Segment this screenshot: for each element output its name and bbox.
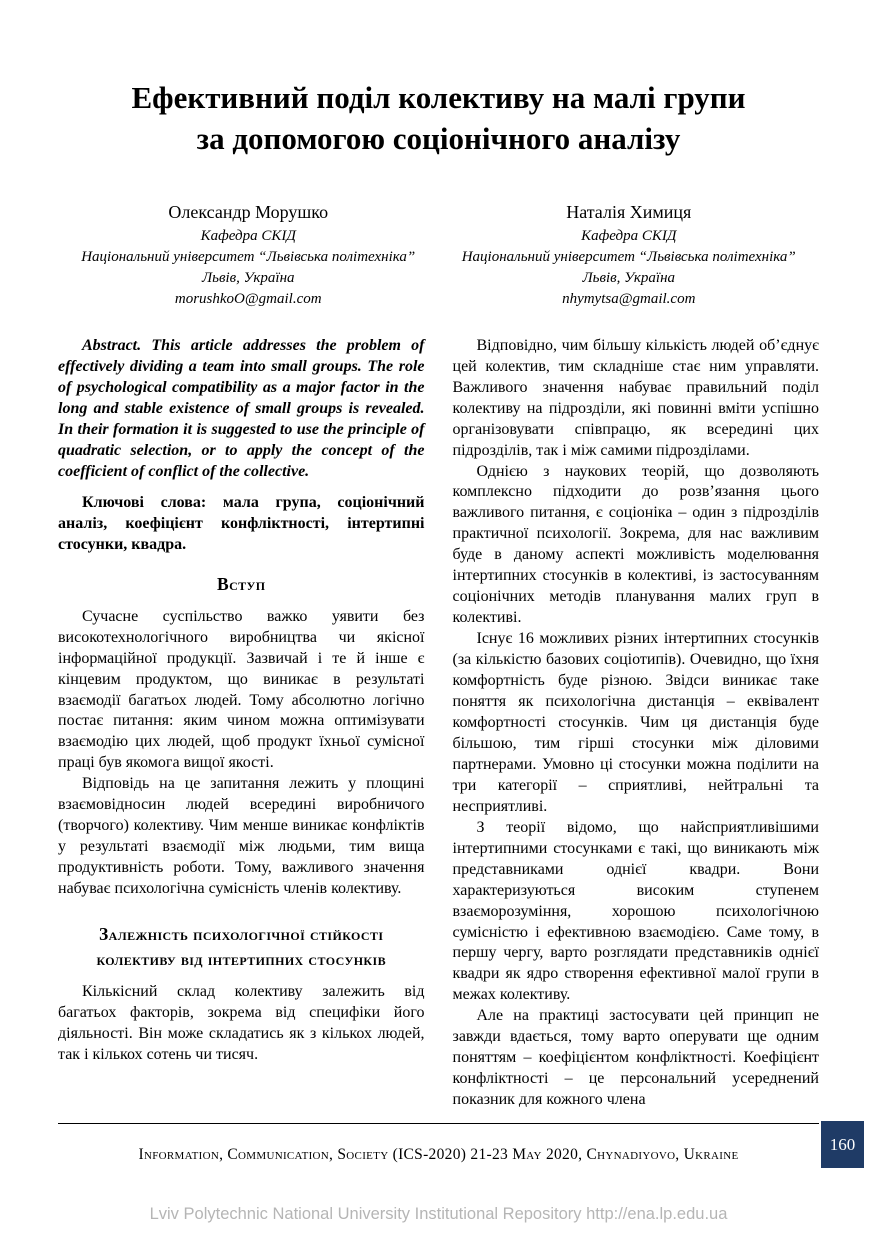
author-2-department: Кафедра СКІД (581, 227, 677, 244)
right-paragraph-4: З теорії відомо, що найсприятливішими інтертипними стосунками є такі, що виникають між представниками однієї квадри. Вони характеризуються високим ступенем взаєморозуміння, хорошою психологічною сумісністю і ефективною взаємодією. Саме тому, в першу чергу, варто розглядати представників однієї квадри як ядро створення ефективної малої групи в межах колективу. (452, 818, 819, 1004)
keywords-paragraph: Ключові слова: мала група, соціонічний аналіз, коефіцієнт конфліктності, інтертипні стосунки, квадра. (58, 494, 425, 554)
conference-footer: Information, Communication, Society (ICS-2020) 21-23 May 2020, Chynadiyovo, Ukraine (138, 1146, 739, 1163)
author-2-city: Львів, Україна (582, 269, 676, 286)
author-2-email: nhymytsa@gmail.com (562, 290, 696, 307)
dependence-paragraph-1: Кількісний склад колективу залежить від багатьох факторів, зокрема від специфіки його діяльності. Він може складатись як з кількох людей, так і кількох сотень чи тисяч. (58, 982, 425, 1063)
footer-divider (58, 1123, 819, 1124)
right-column (453, 336, 820, 1111)
repository-note: Lviv Polytechnic National University Institutional Repository http://ena.lp.edu.ua (149, 1205, 728, 1223)
page-number: 160 (829, 1134, 856, 1154)
intro-paragraph-1: Сучасне суспільство важко уявити без високотехнологічного виробництва чи якісної інформаційної продукції. Зазвичай і те й інше є кінцевим продуктом, що виникає в результаті взаємодії багатьох людей. Тому абсолютно логічно постає питання: яким чином можна оптимізувати взаємодію цих людей, щоб продукт їхньої сумісної праці був якомога вищої якості. (58, 607, 425, 772)
author-1-city: Львів, Україна (201, 269, 295, 286)
author-2-name: Наталія Химиця (566, 201, 692, 222)
paper-title-line1: Ефективний поділ колективу на малі групи (131, 80, 746, 115)
two-column-body (58, 336, 819, 1111)
author-1-email: morushkoO@gmail.com (174, 290, 322, 307)
abstract-paragraph: Abstract. This article addresses the problem of effectively dividing a team into small groups. The role of psychological compatibility as a major factor in the long and stable existence of small groups is revealed. In their formation it is suggested to use the principle of quadratic selection, or to apply the concept of the coefficient of conflict of the collective. (58, 336, 425, 480)
author-blocks (58, 202, 819, 310)
paper-title-line2: за допомогою соціонічного аналізу (196, 120, 681, 156)
right-paragraph-3: Існує 16 можливих різних інтертипних стосунків (за кількістю базових соціотипів). Очевидно, що їхня комфортність буде різною. Звідси виникає таке поняття як психологічна дистанція – еквівалент комфортності стосунків. Чим ця дистанція буде більшою, тим гірші стосунки між діловими партнерами. Умовно ці стосунки можна поділити на три категорії – сприятливі, нейтральні та несприятливі. (452, 630, 819, 815)
left-column (58, 336, 425, 1111)
author-block-1 (58, 202, 439, 310)
author-1-university: Національний університет “Львівська політехніка” (81, 248, 416, 265)
author-block-2 (439, 202, 820, 310)
right-paragraph-5: Але на практиці застосувати цей принцип не завжди вдається, тому варто оперувати ще одним поняттям – коефіцієнтом конфліктності. Коефіцієнт конфліктності – це персональний усереднений показник для кожного члена (452, 1007, 819, 1109)
paper-title (58, 78, 819, 160)
right-paragraph-1: Відповідно, чим більшу кількість людей об’єднує цей колектив, тим складніше стає ним управляти. Важливого значення набуває правильний поділ колективу на підрозділи, які повинні вміти успішно організовувати співпрацю, як всередині цих підрозділів, так і між самими підрозділами. (452, 336, 819, 459)
author-2-university: Національний університет “Львівська політехніка” (461, 248, 796, 265)
author-1-name: Олександр Морушко (168, 201, 329, 222)
author-1-department: Кафедра СКІД (200, 227, 296, 244)
intro-paragraph-2: Відповідь на це запитання лежить у площині взаємовідносин людей всередині виробничого (творчого) колективу. Чим менше виникає конфліктів у результаті взаємодії між людьми, тим вища продуктивність роботи. Тому, важливого значення набуває психологічна сумісність членів колективу. (58, 775, 425, 898)
section-heading-dependence: Залежність психологічної стійкості колективу від інтертипних стосунків (96, 924, 387, 970)
right-paragraph-2: Однією з наукових теорій, що дозволяють комплексно підходити до розв’язання цього важливого питання, є соціоніка – один з підрозділів практичної психології. Зокрема, для нас важливим буде в даному аспекті можливість моделювання інтертипних стосунків в колективі, із застосуванням соціонічних методів планування малих груп в колективі. (452, 462, 819, 627)
page-number-badge (821, 1121, 864, 1168)
section-heading-intro: Вступ (217, 574, 266, 595)
